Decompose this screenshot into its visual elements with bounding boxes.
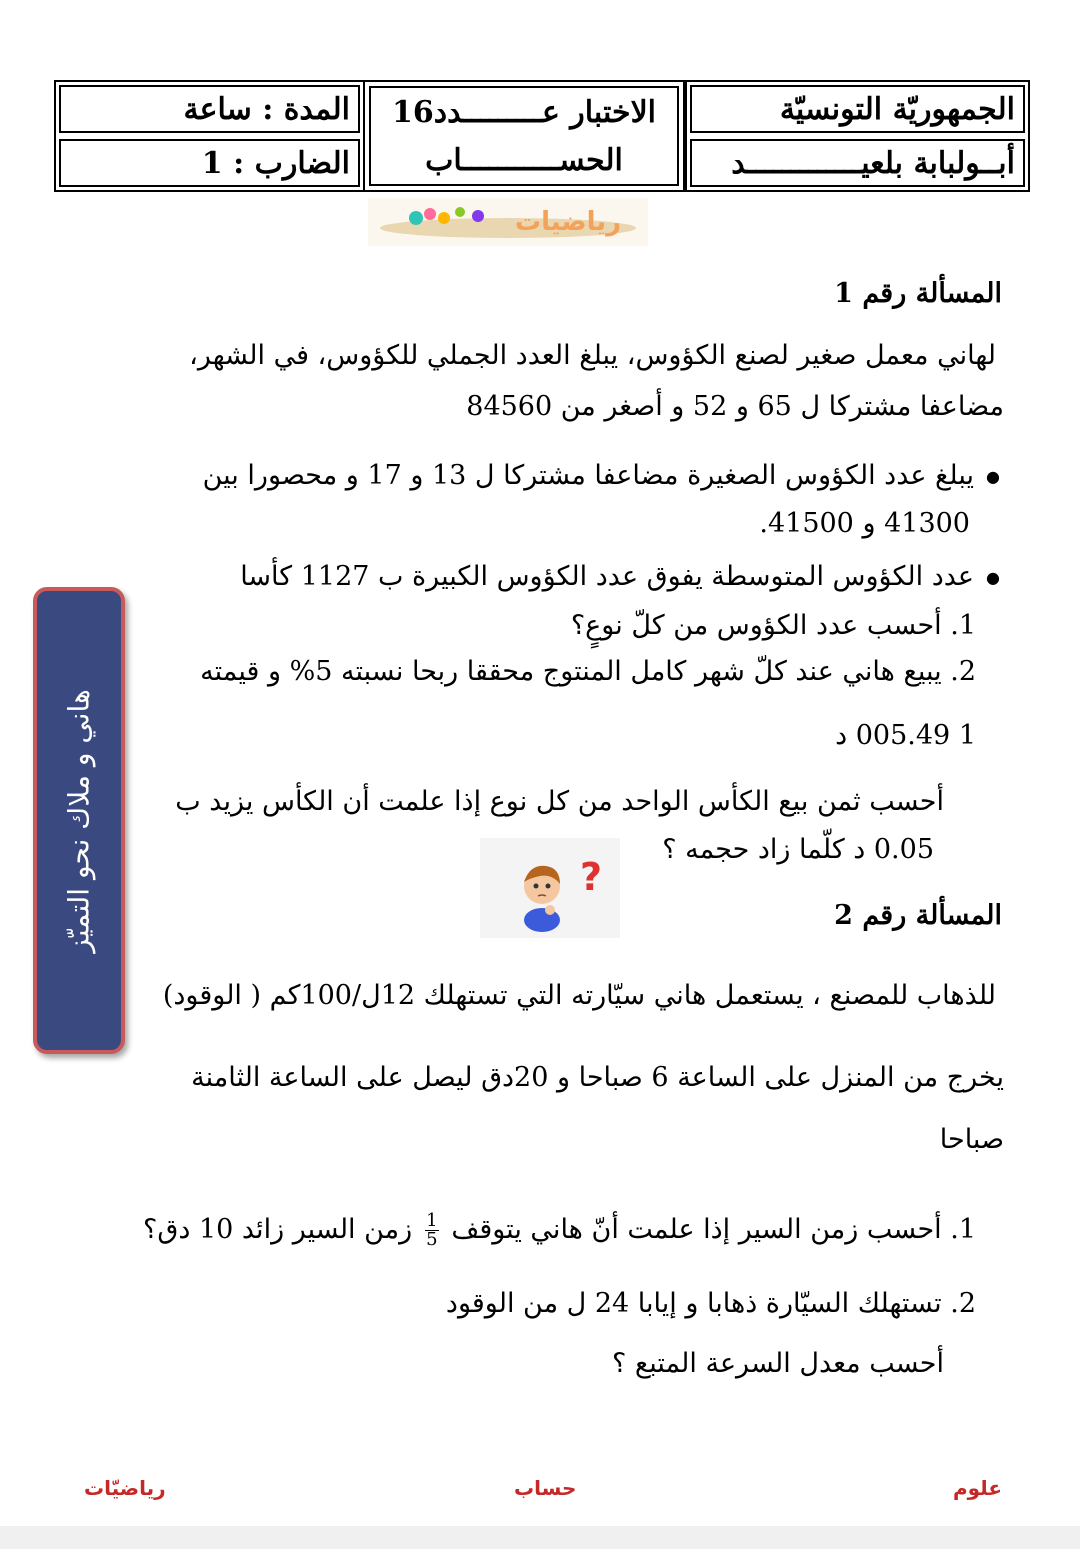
thinking-boy-icon (480, 838, 620, 938)
header-middle-cell (363, 82, 685, 190)
header-left-cell (56, 82, 363, 190)
duration-label: المدة : ساعة (59, 85, 360, 133)
problem2-question1-after: زمن السير زائد 10 دق؟ (143, 1214, 413, 1245)
problem1-bullet1-line1: ● يبلغ عدد الكؤوس الصغيرة مضاعفا مشتركا ل 13 و 17 و محصورا بين (203, 460, 1000, 491)
problem1-bullet1-line2: 41300 و 41500. (759, 508, 970, 539)
thinking-boy-illustration (480, 838, 620, 938)
country-label: الجمهوريّة التونسيّة (690, 85, 1025, 133)
side-banner (33, 587, 125, 1054)
problem1-question2-line4: 0.05 د كلّما زاد حجمه ؟ (662, 834, 934, 865)
math-logo-icon (368, 198, 648, 246)
problem2-line2: يخرج من المنزل على الساعة 6 صباحا و 20دق ليصل على الساعة الثامنة (191, 1062, 1004, 1093)
side-banner-text: هاني و ملاك نحو التميّز (62, 688, 96, 953)
problem1-question2-line2: 1 005.49 د (835, 720, 976, 751)
fraction-denominator: 5 (426, 1229, 438, 1250)
problem2-question1 (143, 1212, 976, 1249)
problem2-line1: للذهاب للمصنع ، يستعمل هاني سيّارته التي تستهلك 12ل/100كم ( الوقود) (162, 980, 996, 1011)
logo-text: رياضيات (514, 207, 622, 237)
subject-label: الحســـــــــــاب (425, 142, 623, 178)
fraction-one-fifth (425, 1212, 439, 1249)
school-label: أبــولبابة بلعيـــــــــــــد (690, 139, 1025, 187)
fraction-numerator: 1 (426, 1210, 438, 1231)
problem2-line3: صباحا (939, 1124, 1004, 1155)
problem2-question1-before: 1. أحسب زمن السير إذا علمت أنّ هاني يتوقف (451, 1214, 976, 1245)
problem1-bullet2: ● عدد الكؤوس المتوسطة يفوق عدد الكؤوس الكبيرة ب 1127 كأسا (240, 561, 1000, 592)
footer-center: حساب (514, 1476, 577, 1500)
svg-text:?: ? (580, 855, 603, 899)
header-table (54, 80, 1030, 192)
math-logo (368, 198, 648, 246)
coefficient-label: الضارب : 1 (59, 139, 360, 187)
problem1-title: المسألة رقم 1 (834, 278, 1002, 309)
problem2-question2: 2. تستهلك السيّارة ذهابا و إيابا 24 ل من الوقود (445, 1288, 976, 1319)
problem1-question1: 1. أحسب عدد الكؤوس من كلّ نوعٍ؟ (570, 610, 976, 641)
problem1-intro-line1: لهاني معمل صغير لصنع الكؤوس، يبلغ العدد الجملي للكؤوس، في الشهر، (189, 340, 996, 371)
footer-left: رياضيّات (84, 1476, 166, 1500)
problem2-question2-line2: أحسب معدل السرعة المتبع ؟ (611, 1348, 944, 1379)
exam-title: الاختبار عـــــــــدد16 (391, 94, 657, 130)
bottom-strip (0, 1526, 1080, 1549)
problem2-title: المسألة رقم 2 (834, 900, 1002, 931)
footer-right: علوم (952, 1476, 1002, 1500)
problem1-question2-line3: أحسب ثمن بيع الكأس الواحد من كل نوع إذا علمت أن الكأس يزيد ب (175, 786, 944, 817)
problem1-intro-line2: مضاعفا مشتركا ل 65 و 52 و أصغر من 84560 (466, 391, 1004, 422)
problem1-question2-line1: 2. يبيع هاني عند كلّ شهر كامل المنتوج محققا ربحا نسبته 5% و قيمته (200, 656, 976, 687)
header-right-cell (685, 82, 1028, 190)
